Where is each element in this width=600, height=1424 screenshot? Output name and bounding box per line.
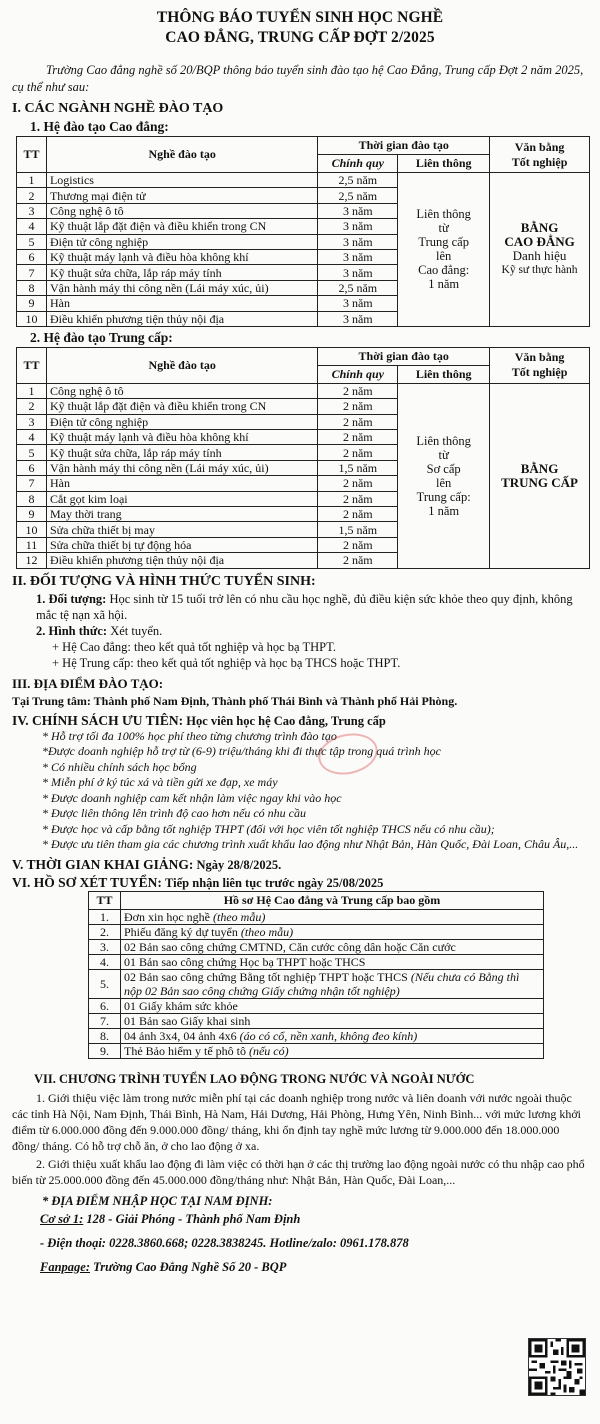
row-duration: 3 năm [318,296,398,311]
row-duration: 2 năm [318,414,398,429]
row-major-name: Kỹ thuật lắp đặt điện và điều khiển trong CN [46,219,317,234]
location-text: Tại Trung tâm: Thành phố Nam Định, Thành phố Thái Bình và Thành phố Hải Phòng. [12,693,458,708]
row-major-name: Hàn [46,296,317,311]
doc-main: 04 ảnh 3x4, 04 ảnh 4x6 [124,1028,237,1043]
doc-note: (theo mẫu) [210,909,266,924]
doc-note: (áo có cổ, nền xanh, không đeo kính) [236,1028,418,1043]
intro-text: Trường Cao đẳng nghề số 20/BQP thông báo tuyển sinh đào tạo hệ Cao Đẳng, Trung cấp Đợt 2 năm 2025, cụ thể như sau: [12,63,584,94]
doc-note: (Nếu chưa có Bằng thì nộp 02 Bản sao công chứng Giấy chứng nhận tốt nghiệp) [124,969,520,998]
row-tt: 8 [17,491,47,506]
col-transfer: Liên thông [398,365,490,383]
policy-item: * Hỗ trợ tối đa 100% học phí theo từng chương trình đào tạo [42,728,337,743]
policy-item: *Được doanh nghiệp hỗ trợ từ (6-9) triệu/tháng khi đi thực tập trong quá trình học [42,744,441,759]
transfer-line: lên [436,475,452,490]
footer-block [42,1192,588,1276]
qr-code-icon[interactable] [528,1338,586,1396]
row-duration: 3 năm [318,265,398,280]
qr-code-graphic [529,1339,585,1395]
col-duration: Thời gian đào tạo [318,347,490,365]
row-tt: 1 [17,173,47,188]
table-row [89,1043,544,1058]
section6-title: VI. HỒ SƠ XÉT TUYỂN: Tiếp nhận liên tục trước ngày 25/08/2025 [12,874,384,890]
row-tt: 5 [17,234,47,249]
policy-item: * Miễn phí ở ký túc xá và tiền gửi xe đạp, xe máy [42,775,278,790]
row-major-name: Điện tử công nghiệp [46,234,317,249]
row-tt: 5 [17,445,47,460]
section1-title: I. CÁC NGÀNH NGHỀ ĐÀO TẠO [12,101,224,116]
section7-title: VII. CHƯƠNG TRÌNH TUYỂN LAO ĐỘNG TRONG NƯỚC VÀ NGOÀI NƯỚC [34,1071,475,1086]
row-tt: 1 [17,383,47,398]
table-row [89,998,544,1013]
intermediate-title: 2. Hệ đào tạo Trung cấp: [30,329,173,345]
doc-text [121,969,544,998]
doc-text [121,909,544,924]
row-duration: 2 năm [318,399,398,414]
degree-cell [490,173,590,327]
row-duration: 2 năm [318,537,398,552]
row-duration: 2 năm [318,445,398,460]
row-duration: 1,5 năm [318,460,398,475]
row-duration: 3 năm [318,203,398,218]
college-title: 1. Hệ đào tạo Cao đẳng: [30,119,169,134]
row-tt: 3 [17,414,47,429]
table-row [89,1028,544,1043]
row-duration: 3 năm [318,219,398,234]
policy-list [12,729,588,853]
transfer-line: 1 năm [428,503,460,518]
table-row [17,173,590,188]
doc-main: 02 Bản sao công chứng CMTND, Căn cước công dân hoặc Căn cước [124,939,456,954]
transfer-line: Trung cấp: [416,489,471,504]
doc-main: 01 Giấy khám sức khỏe [124,998,238,1013]
row-tt: 6 [17,460,47,475]
row-duration: 2,5 năm [318,280,398,295]
footer-location-title: * ĐỊA ĐIỂM NHẬP HỌC TẠI NAM ĐỊNH: [42,1193,273,1208]
table-row [89,939,544,954]
docs-col-tt: TT [89,891,121,909]
table-row [89,954,544,969]
doc-main: Thẻ Bảo hiểm y tế phô tô [124,1043,246,1058]
row-major-name: Kỹ thuật lắp đặt điện và điều khiển trong CN [46,399,317,414]
row-major-name: May thời trang [46,507,317,522]
row-duration: 2 năm [318,430,398,445]
docs-col-header: Hồ sơ Hệ Cao đẳng và Trung cấp bao gồm [121,891,544,909]
row-tt: 3 [17,203,47,218]
section3-title: III. ĐỊA ĐIỂM ĐÀO TẠO: [12,675,164,691]
section5-title: V. THỜI GIAN KHAI GIẢNG: Ngày 28/8/2025. [12,856,282,872]
row-tt: 11 [17,537,47,552]
row-major-name: Vận hành máy thi công nền (Lái máy xúc, ủi) [46,460,317,475]
col-tt: TT [17,137,47,173]
row-duration: 2 năm [318,553,398,568]
row-major-name: Sửa chữa thiết bị may [46,522,317,537]
row-duration: 2 năm [318,507,398,522]
doc-text [121,939,544,954]
row-duration: 3 năm [318,311,398,326]
row-tt: 2 [17,399,47,414]
doc-text [121,924,544,939]
row-major-name: Kỹ thuật sửa chữa, lắp ráp máy tính [46,265,317,280]
row-tt: 9 [17,507,47,522]
row-duration: 3 năm [318,234,398,249]
footer-campus: Cơ sở 1: 128 - Giải Phóng - Thành phố Nam Định [40,1211,301,1226]
row-tt: 2 [17,188,47,203]
doc-main: Đơn xin học nghề [124,909,210,924]
transfer-line: lên [436,249,452,264]
doc-main: Phiếu đăng ký dự tuyển [124,924,238,939]
table-row [17,383,590,398]
transfer-line: Liên thông [416,433,471,448]
policy-item: * Được liên thông lên trình độ cao hơn nếu có nhu cầu [42,806,306,821]
transfer-line: từ [438,447,449,462]
row-major-name: Điều khiển phương tiện thủy nội địa [46,311,317,326]
transfer-cell [398,173,490,327]
intermediate-table [16,347,590,569]
row-major-name: Công nghệ ô tô [46,203,317,218]
footer-phone: - Điện thoại: 0228.3860.668; 0228.3838245. Hotline/zalo: 0961.178.878 [40,1235,409,1250]
page-title: THÔNG BÁO TUYỂN SINH HỌC NGHỀ CAO ĐẲNG, TRUNG CẤP ĐỢT 2/2025 [156,9,444,46]
row-tt: 8 [17,280,47,295]
transfer-line: Trung cấp [418,235,469,250]
row-major-name: Hàn [46,476,317,491]
transfer-line: 1 năm [428,277,460,292]
doc-text [121,954,544,969]
section7-p1: 1. Giới thiệu việc làm trong nước miễn phí tại các doanh nghiệp trong nước và liên doanh với nước ngoài thuộc các tỉnh Hà Nội, Nam Định, Thái Bình, Hà Nam, Hải Dương, Hải Phòng, Hưng Yên, Ninh Bình... với mức lương khởi điểm từ 6.000.000 đồng đến 9.000.000 đồng/ tháng, khi ổn định tay nghề mức lương từ 9.000.000 đến 18.000.000 đồng/ tháng. Có hỗ trợ chỗ ăn, ở cho lao động ở xa. [12,1090,581,1153]
col-regular: Chính quy [318,365,398,383]
policy-item: * Được doanh nghiệp cam kết nhận làm việc ngay khi vào học [42,790,342,805]
degree-cell [490,383,590,568]
doc-text [121,1028,544,1043]
doc-tt: 9. [89,1043,121,1058]
row-major-name: Kỹ thuật máy lạnh và điều hòa không khí [46,249,317,264]
transfer-line: Liên thông [416,207,471,222]
row-tt: 12 [17,553,47,568]
row-tt: 4 [17,430,47,445]
row-major-name: Kỹ thuật máy lạnh và điều hòa không khí [46,430,317,445]
doc-tt: 4. [89,954,121,969]
doc-main: 02 Bản sao công chứng Bằng tốt nghiệp THPT hoặc THCS [124,969,408,984]
doc-tt: 2. [89,924,121,939]
section4-title: IV. CHÍNH SÁCH ƯU TIÊN: Học viên học hệ Cao đẳng, Trung cấp [12,712,386,728]
col-regular: Chính quy [318,155,398,173]
degree-line: Danh hiệu [512,248,567,264]
col-degree: Văn bằng Tốt nghiệp [490,347,590,383]
doc-main: 01 Bản sao công chứng Học bạ THPT hoặc THCS [124,954,366,969]
doc-note: (theo mẫu) [237,924,294,939]
doc-tt: 6. [89,998,121,1013]
transfer-line: Cao đẳng: [418,263,470,278]
col-duration: Thời gian đào tạo [318,137,490,155]
section2-title: II. ĐỐI TƯỢNG VÀ HÌNH THỨC TUYỂN SINH: [12,573,316,589]
policy-item: * Được ưu tiên tham gia các chương trình xuất khẩu lao động như Nhật Bản, Hàn Quốc, Đài Loan, Châu Âu,... [42,837,579,852]
row-major-name: Cắt gọt kim loại [46,491,317,506]
row-tt: 7 [17,476,47,491]
table-row [89,909,544,924]
row-tt: 6 [17,249,47,264]
doc-text [121,998,544,1013]
row-duration: 2 năm [318,383,398,398]
row-tt: 4 [17,219,47,234]
degree-line: TRUNG CẤP [501,474,578,490]
table-row [89,1013,544,1028]
section7-p2: 2. Giới thiệu xuất khẩu lao động đi làm việc có thời hạn ở các thị trường lao động ngoài nước có thu nhập cao phổ biến từ 25.000.000 đồng đến 45.000.000 đồng/tháng như: Nhật Bản, Hàn Quốc, Đài Loan,... [12,1156,585,1187]
row-duration: 2 năm [318,491,398,506]
transfer-line: Sơ cấp [426,461,461,476]
transfer-cell [398,383,490,568]
degree-line: BẰNG [520,460,559,476]
doc-tt: 5. [89,969,121,998]
form-text: 2. Hình thức: Xét tuyển. [36,623,163,638]
degree-line: BẰNG [520,220,559,236]
col-major: Nghề đào tạo [46,347,317,383]
row-major-name: Vận hành máy thi công nền (Lái máy xúc, ủi) [46,280,317,295]
table-row [89,969,544,998]
row-tt: 10 [17,311,47,326]
col-transfer: Liên thông [398,155,490,173]
doc-tt: 8. [89,1028,121,1043]
row-major-name: Công nghệ ô tô [46,383,317,398]
row-major-name: Thương mại điện tử [46,188,317,203]
doc-text [121,1043,544,1058]
row-major-name: Điện tử công nghiệp [46,414,317,429]
row-major-name: Kỹ thuật sửa chữa, lắp ráp máy tính [46,445,317,460]
row-duration: 3 năm [318,249,398,264]
college-table [16,136,590,327]
footer-fanpage: Fanpage: Trường Cao Đẳng Nghề Số 20 - BQP [40,1259,287,1274]
row-tt: 9 [17,296,47,311]
degree-line: CAO ĐẲNG [504,234,575,250]
form-intermediate: + Hệ Trung cấp: theo kết quả tốt nghiệp và học bạ THCS hoặc THPT. [52,655,401,670]
degree-title: Kỹ sư thực hành [501,264,578,277]
col-degree: Văn bằng Tốt nghiệp [490,137,590,173]
target-text: 1. Đối tượng: Học sinh từ 15 tuổi trở lên có nhu cầu học nghề, đủ điều kiện sức khỏe theo quy định, không mắc tệ nạn xã hội. [36,591,573,622]
policy-item: * Được học và cấp bằng tốt nghiệp THPT (đối với học viên tốt nghiệp THCS nếu có nhu cầu); [42,821,495,836]
doc-tt: 1. [89,909,121,924]
row-tt: 7 [17,265,47,280]
documents-table [88,891,544,1059]
row-tt: 10 [17,522,47,537]
row-duration: 1,5 năm [318,522,398,537]
transfer-line: từ [438,221,449,236]
row-duration: 2 năm [318,476,398,491]
doc-text [121,1013,544,1028]
row-major-name: Sửa chữa thiết bị tự động hóa [46,537,317,552]
doc-tt: 7. [89,1013,121,1028]
doc-note: (nếu có) [245,1043,289,1058]
doc-tt: 3. [89,939,121,954]
row-major-name: Điều khiển phương tiện thủy nội địa [46,553,317,568]
col-tt: TT [17,347,47,383]
form-college: + Hệ Cao đẳng: theo kết quả tốt nghiệp và học bạ THPT. [52,639,336,654]
row-duration: 2,5 năm [318,188,398,203]
row-duration: 2,5 năm [318,173,398,188]
table-row [89,924,544,939]
row-major-name: Logistics [46,173,317,188]
doc-main: 01 Bản sao Giấy khai sinh [124,1013,251,1028]
policy-item: * Có nhiều chính sách học bổng [42,759,197,774]
col-major: Nghề đào tạo [46,137,317,173]
